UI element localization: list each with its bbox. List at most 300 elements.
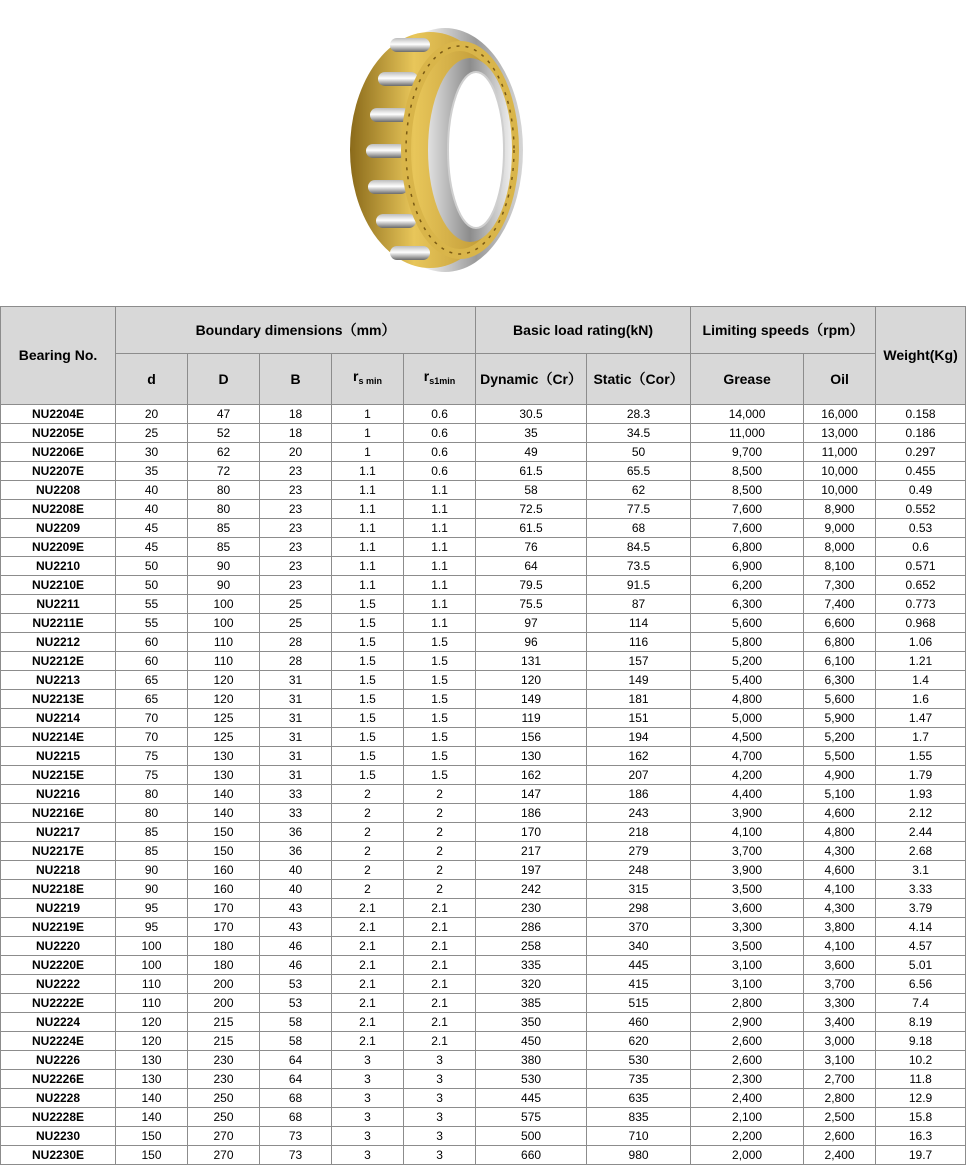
cell-rs1-min: 2.1 [404, 975, 476, 994]
cell-weight: 9.18 [876, 1032, 966, 1051]
cell-d: 140 [116, 1108, 188, 1127]
cell-dynamic-cr: 131 [476, 652, 587, 671]
cell-B: 64 [260, 1070, 332, 1089]
cell-rs-min: 2.1 [332, 918, 404, 937]
cell-oil-speed: 5,200 [804, 728, 876, 747]
cell-D: 120 [188, 671, 260, 690]
table-row [1, 424, 966, 443]
cell-B: 73 [260, 1127, 332, 1146]
cell-B: 68 [260, 1089, 332, 1108]
cell-B: 43 [260, 899, 332, 918]
cell-oil-speed: 4,800 [804, 823, 876, 842]
cell-D: 90 [188, 557, 260, 576]
cell-rs1-min: 1.1 [404, 595, 476, 614]
cell-B: 36 [260, 823, 332, 842]
cell-bearing-no: NU2217 [1, 823, 116, 842]
cell-static-cor: 116 [587, 633, 691, 652]
cell-static-cor: 218 [587, 823, 691, 842]
cell-rs-min: 2.1 [332, 956, 404, 975]
cell-D: 125 [188, 709, 260, 728]
cell-B: 33 [260, 804, 332, 823]
cell-static-cor: 151 [587, 709, 691, 728]
cell-rs-min: 1.1 [332, 576, 404, 595]
table-row [1, 728, 966, 747]
cell-B: 40 [260, 861, 332, 880]
cell-static-cor: 735 [587, 1070, 691, 1089]
cell-rs1-min: 2.1 [404, 956, 476, 975]
cell-D: 180 [188, 937, 260, 956]
cell-d: 40 [116, 481, 188, 500]
cell-static-cor: 370 [587, 918, 691, 937]
cell-B: 31 [260, 766, 332, 785]
header-row-columns [1, 354, 966, 405]
cell-static-cor: 980 [587, 1146, 691, 1165]
cell-static-cor: 298 [587, 899, 691, 918]
cell-rs1-min: 2.1 [404, 1032, 476, 1051]
cell-weight: 0.158 [876, 405, 966, 424]
cell-D: 100 [188, 614, 260, 633]
cell-d: 85 [116, 823, 188, 842]
cell-grease-speed: 4,700 [691, 747, 804, 766]
table-row [1, 595, 966, 614]
cell-dynamic-cr: 380 [476, 1051, 587, 1070]
cell-bearing-no: NU2230E [1, 1146, 116, 1165]
cell-B: 23 [260, 519, 332, 538]
cell-D: 180 [188, 956, 260, 975]
cell-rs-min: 1 [332, 443, 404, 462]
cell-static-cor: 77.5 [587, 500, 691, 519]
cell-rs-min: 2.1 [332, 994, 404, 1013]
cell-d: 80 [116, 785, 188, 804]
cell-rs1-min: 1.1 [404, 519, 476, 538]
cell-weight: 0.571 [876, 557, 966, 576]
cell-grease-speed: 4,500 [691, 728, 804, 747]
cell-rs1-min: 1.1 [404, 614, 476, 633]
cell-static-cor: 515 [587, 994, 691, 1013]
cell-grease-speed: 4,800 [691, 690, 804, 709]
cell-rs-min: 1.5 [332, 652, 404, 671]
cell-dynamic-cr: 61.5 [476, 462, 587, 481]
cell-oil-speed: 6,800 [804, 633, 876, 652]
cell-static-cor: 340 [587, 937, 691, 956]
cell-static-cor: 91.5 [587, 576, 691, 595]
cell-D: 100 [188, 595, 260, 614]
table-row [1, 652, 966, 671]
table-row [1, 994, 966, 1013]
cell-static-cor: 186 [587, 785, 691, 804]
cell-static-cor: 65.5 [587, 462, 691, 481]
cell-grease-speed: 6,900 [691, 557, 804, 576]
cell-grease-speed: 7,600 [691, 500, 804, 519]
cell-dynamic-cr: 35 [476, 424, 587, 443]
table-row [1, 1032, 966, 1051]
cell-d: 60 [116, 652, 188, 671]
cell-D: 62 [188, 443, 260, 462]
cell-rs1-min: 1.1 [404, 481, 476, 500]
cell-weight: 2.44 [876, 823, 966, 842]
header-limiting-speeds: Limiting speeds（rpm） [691, 307, 876, 354]
cell-bearing-no: NU2228E [1, 1108, 116, 1127]
cell-grease-speed: 3,900 [691, 861, 804, 880]
cell-grease-speed: 9,700 [691, 443, 804, 462]
header-bearing-no: Bearing No. [1, 307, 116, 405]
table-row [1, 690, 966, 709]
cell-B: 23 [260, 462, 332, 481]
cell-oil-speed: 4,300 [804, 899, 876, 918]
table-row [1, 500, 966, 519]
cell-static-cor: 635 [587, 1089, 691, 1108]
cell-rs1-min: 2 [404, 823, 476, 842]
header-boundary-dimensions: Boundary dimensions（mm） [116, 307, 476, 354]
cell-rs-min: 1 [332, 405, 404, 424]
cell-bearing-no: NU2210E [1, 576, 116, 595]
cell-D: 270 [188, 1146, 260, 1165]
cell-weight: 0.53 [876, 519, 966, 538]
cell-D: 230 [188, 1070, 260, 1089]
cell-dynamic-cr: 147 [476, 785, 587, 804]
header-basic-load-rating: Basic load rating(kN) [476, 307, 691, 354]
cell-bearing-no: NU2213E [1, 690, 116, 709]
cell-dynamic-cr: 96 [476, 633, 587, 652]
header-grease: Grease [691, 354, 804, 405]
cell-B: 25 [260, 614, 332, 633]
cell-oil-speed: 2,600 [804, 1127, 876, 1146]
cell-weight: 2.12 [876, 804, 966, 823]
cell-rs1-min: 0.6 [404, 405, 476, 424]
cell-dynamic-cr: 320 [476, 975, 587, 994]
cell-weight: 3.1 [876, 861, 966, 880]
cell-d: 130 [116, 1051, 188, 1070]
cell-D: 85 [188, 519, 260, 538]
cell-D: 170 [188, 899, 260, 918]
cell-grease-speed: 7,600 [691, 519, 804, 538]
cylindrical-roller-bearing-illustration-icon [0, 0, 966, 305]
cell-rs-min: 1.1 [332, 462, 404, 481]
cell-static-cor: 73.5 [587, 557, 691, 576]
cell-static-cor: 243 [587, 804, 691, 823]
cell-grease-speed: 4,400 [691, 785, 804, 804]
table-row [1, 956, 966, 975]
cell-B: 23 [260, 481, 332, 500]
cell-oil-speed: 3,700 [804, 975, 876, 994]
cell-rs-min: 2 [332, 785, 404, 804]
cell-grease-speed: 3,500 [691, 937, 804, 956]
cell-oil-speed: 13,000 [804, 424, 876, 443]
cell-static-cor: 835 [587, 1108, 691, 1127]
cell-D: 110 [188, 652, 260, 671]
cell-grease-speed: 5,200 [691, 652, 804, 671]
cell-grease-speed: 4,100 [691, 823, 804, 842]
cell-rs-min: 3 [332, 1070, 404, 1089]
cell-static-cor: 181 [587, 690, 691, 709]
cell-B: 18 [260, 405, 332, 424]
cell-bearing-no: NU2220 [1, 937, 116, 956]
cell-static-cor: 34.5 [587, 424, 691, 443]
cell-oil-speed: 4,600 [804, 861, 876, 880]
cell-static-cor: 710 [587, 1127, 691, 1146]
cell-rs-min: 2 [332, 880, 404, 899]
cell-rs-min: 3 [332, 1127, 404, 1146]
cell-rs-min: 1.5 [332, 633, 404, 652]
cell-bearing-no: NU2222E [1, 994, 116, 1013]
table-body [1, 405, 966, 1165]
cell-static-cor: 157 [587, 652, 691, 671]
cell-B: 46 [260, 937, 332, 956]
cell-dynamic-cr: 500 [476, 1127, 587, 1146]
cell-D: 160 [188, 880, 260, 899]
cell-rs1-min: 3 [404, 1070, 476, 1089]
cell-D: 90 [188, 576, 260, 595]
cell-weight: 4.14 [876, 918, 966, 937]
cell-d: 140 [116, 1089, 188, 1108]
cell-rs-min: 3 [332, 1089, 404, 1108]
table-row [1, 671, 966, 690]
cell-oil-speed: 3,600 [804, 956, 876, 975]
cell-bearing-no: NU2215E [1, 766, 116, 785]
cell-d: 45 [116, 519, 188, 538]
table-row [1, 1013, 966, 1032]
cell-B: 53 [260, 975, 332, 994]
cell-B: 31 [260, 747, 332, 766]
table-row [1, 937, 966, 956]
cell-d: 65 [116, 690, 188, 709]
cell-weight: 3.33 [876, 880, 966, 899]
cell-grease-speed: 2,600 [691, 1032, 804, 1051]
cell-bearing-no: NU2218 [1, 861, 116, 880]
cell-d: 65 [116, 671, 188, 690]
cell-dynamic-cr: 64 [476, 557, 587, 576]
cell-static-cor: 530 [587, 1051, 691, 1070]
cell-bearing-no: NU2216E [1, 804, 116, 823]
cell-bearing-no: NU2209 [1, 519, 116, 538]
table-row [1, 785, 966, 804]
cell-dynamic-cr: 242 [476, 880, 587, 899]
table-row [1, 709, 966, 728]
cell-rs-min: 2.1 [332, 899, 404, 918]
cell-bearing-no: NU2213 [1, 671, 116, 690]
cell-dynamic-cr: 162 [476, 766, 587, 785]
cell-B: 20 [260, 443, 332, 462]
cell-D: 230 [188, 1051, 260, 1070]
cell-D: 80 [188, 481, 260, 500]
cell-rs1-min: 1.5 [404, 652, 476, 671]
cell-dynamic-cr: 575 [476, 1108, 587, 1127]
cell-weight: 4.57 [876, 937, 966, 956]
cell-d: 120 [116, 1032, 188, 1051]
cell-grease-speed: 3,100 [691, 956, 804, 975]
cell-D: 250 [188, 1108, 260, 1127]
cell-oil-speed: 3,800 [804, 918, 876, 937]
cell-rs-min: 1.1 [332, 538, 404, 557]
cell-dynamic-cr: 72.5 [476, 500, 587, 519]
cell-grease-speed: 3,500 [691, 880, 804, 899]
cell-rs1-min: 0.6 [404, 424, 476, 443]
cell-rs-min: 1.5 [332, 728, 404, 747]
cell-weight: 1.79 [876, 766, 966, 785]
table-row [1, 899, 966, 918]
table-row [1, 481, 966, 500]
cell-static-cor: 207 [587, 766, 691, 785]
cell-d: 50 [116, 576, 188, 595]
cell-rs1-min: 3 [404, 1146, 476, 1165]
cell-rs1-min: 1.1 [404, 500, 476, 519]
cell-bearing-no: NU2211 [1, 595, 116, 614]
cell-dynamic-cr: 49 [476, 443, 587, 462]
cell-oil-speed: 11,000 [804, 443, 876, 462]
cell-static-cor: 415 [587, 975, 691, 994]
cell-D: 215 [188, 1032, 260, 1051]
cell-grease-speed: 2,600 [691, 1051, 804, 1070]
cell-bearing-no: NU2219E [1, 918, 116, 937]
cell-weight: 7.4 [876, 994, 966, 1013]
cell-oil-speed: 7,300 [804, 576, 876, 595]
cell-bearing-no: NU2206E [1, 443, 116, 462]
cell-grease-speed: 2,200 [691, 1127, 804, 1146]
cell-rs1-min: 3 [404, 1108, 476, 1127]
cell-d: 90 [116, 880, 188, 899]
cell-d: 55 [116, 595, 188, 614]
cell-static-cor: 460 [587, 1013, 691, 1032]
cell-rs1-min: 3 [404, 1051, 476, 1070]
cell-oil-speed: 6,600 [804, 614, 876, 633]
cell-D: 72 [188, 462, 260, 481]
cell-weight: 1.4 [876, 671, 966, 690]
cell-weight: 0.552 [876, 500, 966, 519]
cell-weight: 5.01 [876, 956, 966, 975]
cell-oil-speed: 2,800 [804, 1089, 876, 1108]
cell-D: 140 [188, 804, 260, 823]
cell-grease-speed: 3,100 [691, 975, 804, 994]
cell-D: 200 [188, 994, 260, 1013]
cell-weight: 1.7 [876, 728, 966, 747]
cell-bearing-no: NU2217E [1, 842, 116, 861]
header-rs1-min-sub: s1min [429, 376, 456, 386]
cell-D: 150 [188, 823, 260, 842]
cell-d: 95 [116, 899, 188, 918]
cell-D: 270 [188, 1127, 260, 1146]
cell-oil-speed: 8,000 [804, 538, 876, 557]
cell-rs1-min: 1.5 [404, 671, 476, 690]
cell-rs1-min: 2 [404, 842, 476, 861]
cell-grease-speed: 5,800 [691, 633, 804, 652]
cell-rs-min: 2 [332, 804, 404, 823]
cell-weight: 0.455 [876, 462, 966, 481]
table-row [1, 1070, 966, 1089]
cell-dynamic-cr: 97 [476, 614, 587, 633]
header-oil: Oil [804, 354, 876, 405]
cell-oil-speed: 7,400 [804, 595, 876, 614]
cell-rs1-min: 1.1 [404, 576, 476, 595]
header-dynamic: Dynamic（Cr） [476, 354, 587, 405]
cell-grease-speed: 2,900 [691, 1013, 804, 1032]
cell-bearing-no: NU2211E [1, 614, 116, 633]
cell-static-cor: 114 [587, 614, 691, 633]
cell-dynamic-cr: 350 [476, 1013, 587, 1032]
cell-dynamic-cr: 230 [476, 899, 587, 918]
cell-rs1-min: 1.5 [404, 709, 476, 728]
cell-d: 150 [116, 1146, 188, 1165]
cell-d: 110 [116, 975, 188, 994]
cell-bearing-no: NU2222 [1, 975, 116, 994]
cell-d: 75 [116, 747, 188, 766]
header-B: B [260, 354, 332, 405]
cell-D: 120 [188, 690, 260, 709]
cell-rs-min: 1.5 [332, 614, 404, 633]
cell-dynamic-cr: 58 [476, 481, 587, 500]
cell-B: 28 [260, 633, 332, 652]
cell-weight: 1.6 [876, 690, 966, 709]
cell-oil-speed: 5,100 [804, 785, 876, 804]
cell-weight: 0.297 [876, 443, 966, 462]
cell-weight: 1.55 [876, 747, 966, 766]
header-D: D [188, 354, 260, 405]
cell-d: 80 [116, 804, 188, 823]
cell-static-cor: 28.3 [587, 405, 691, 424]
cell-d: 70 [116, 709, 188, 728]
cell-grease-speed: 2,100 [691, 1108, 804, 1127]
cell-rs-min: 3 [332, 1108, 404, 1127]
cell-static-cor: 62 [587, 481, 691, 500]
cell-rs1-min: 2.1 [404, 899, 476, 918]
cell-grease-speed: 6,200 [691, 576, 804, 595]
table-row [1, 766, 966, 785]
cell-oil-speed: 8,900 [804, 500, 876, 519]
cell-bearing-no: NU2226 [1, 1051, 116, 1070]
cell-rs1-min: 0.6 [404, 443, 476, 462]
cell-D: 110 [188, 633, 260, 652]
cell-rs1-min: 1.5 [404, 633, 476, 652]
cell-weight: 2.68 [876, 842, 966, 861]
cell-dynamic-cr: 76 [476, 538, 587, 557]
cell-grease-speed: 6,300 [691, 595, 804, 614]
cell-weight: 3.79 [876, 899, 966, 918]
cell-rs-min: 1.5 [332, 709, 404, 728]
cell-D: 52 [188, 424, 260, 443]
cell-rs-min: 1.5 [332, 690, 404, 709]
table-row [1, 842, 966, 861]
cell-rs-min: 1.1 [332, 519, 404, 538]
cell-dynamic-cr: 217 [476, 842, 587, 861]
cell-bearing-no: NU2220E [1, 956, 116, 975]
table-row [1, 614, 966, 633]
cell-d: 95 [116, 918, 188, 937]
cell-grease-speed: 5,000 [691, 709, 804, 728]
cell-B: 31 [260, 690, 332, 709]
cell-d: 100 [116, 956, 188, 975]
cell-oil-speed: 5,500 [804, 747, 876, 766]
cell-dynamic-cr: 119 [476, 709, 587, 728]
cell-oil-speed: 6,100 [804, 652, 876, 671]
cell-d: 45 [116, 538, 188, 557]
cell-D: 250 [188, 1089, 260, 1108]
cell-oil-speed: 6,300 [804, 671, 876, 690]
cell-oil-speed: 2,500 [804, 1108, 876, 1127]
header-rs1-min [404, 354, 476, 405]
cell-bearing-no: NU2212 [1, 633, 116, 652]
cell-rs1-min: 3 [404, 1127, 476, 1146]
cell-D: 150 [188, 842, 260, 861]
cell-rs-min: 2 [332, 842, 404, 861]
table-row [1, 1089, 966, 1108]
cell-rs1-min: 1.1 [404, 538, 476, 557]
table-row [1, 443, 966, 462]
table-row [1, 538, 966, 557]
cell-bearing-no: NU2209E [1, 538, 116, 557]
header-static: Static（Cor） [587, 354, 691, 405]
cell-bearing-no: NU2205E [1, 424, 116, 443]
table-row [1, 804, 966, 823]
table-row [1, 747, 966, 766]
